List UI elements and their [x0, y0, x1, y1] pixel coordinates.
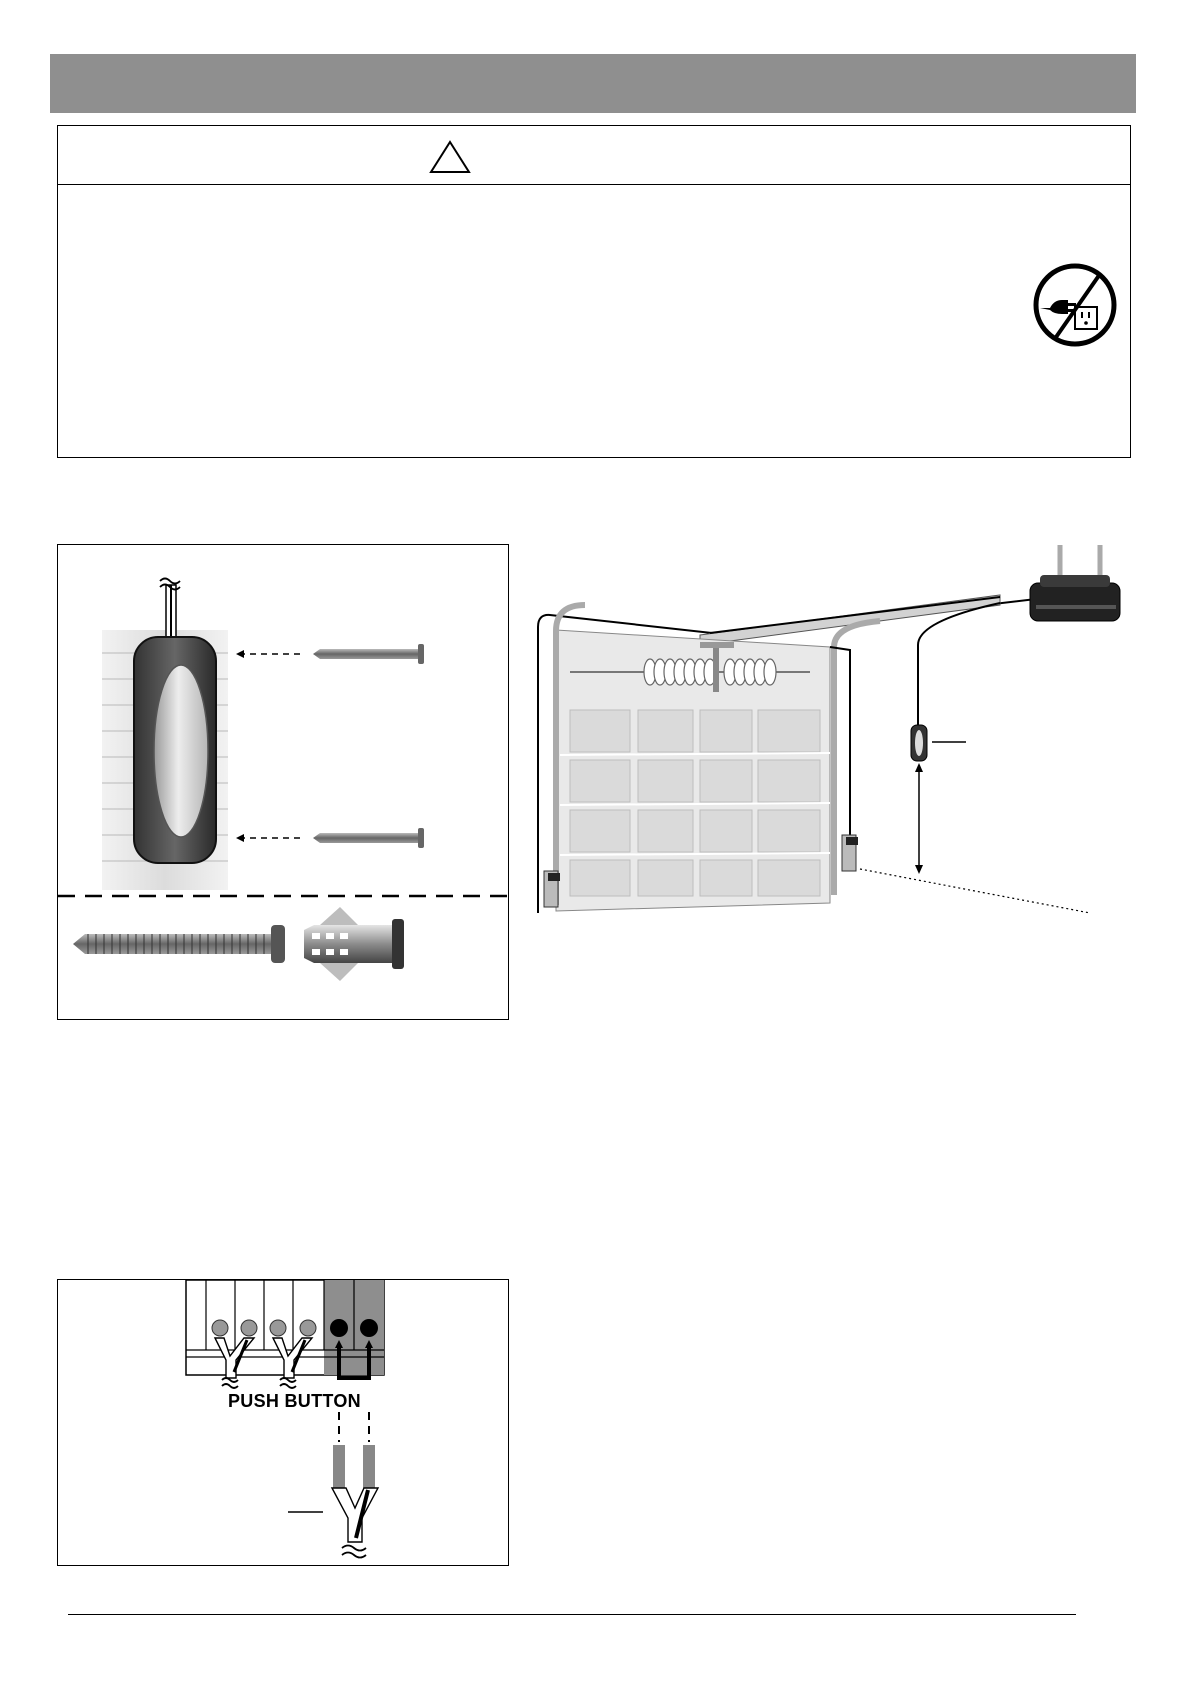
safety-sensor-icon: [842, 835, 858, 871]
push-button-cable: [332, 1445, 378, 1558]
warning-box: [57, 125, 1131, 458]
mounting-screw-icon: [73, 925, 285, 963]
footer-rule: [68, 1614, 1076, 1615]
wall-button-icon: [911, 725, 927, 761]
figure-garage: [530, 535, 1130, 925]
safety-sensor-icon: [544, 871, 560, 907]
warning-triangle-icon: [429, 140, 471, 174]
wall-push-button: [134, 637, 216, 863]
mounting-screw-icon: [313, 644, 424, 664]
opener-unit-icon: [1030, 575, 1120, 621]
push-button-terminal-label: PUSH BUTTON: [228, 1391, 361, 1411]
header-bar: [50, 54, 1136, 113]
no-plug-icon: [1032, 262, 1118, 348]
figure-wiring: [57, 1279, 509, 1566]
warning-header: [58, 126, 1130, 185]
wall-anchor-icon: [304, 907, 404, 981]
figure-wall-button: [57, 544, 509, 1020]
mounting-screw-icon: [313, 828, 424, 848]
